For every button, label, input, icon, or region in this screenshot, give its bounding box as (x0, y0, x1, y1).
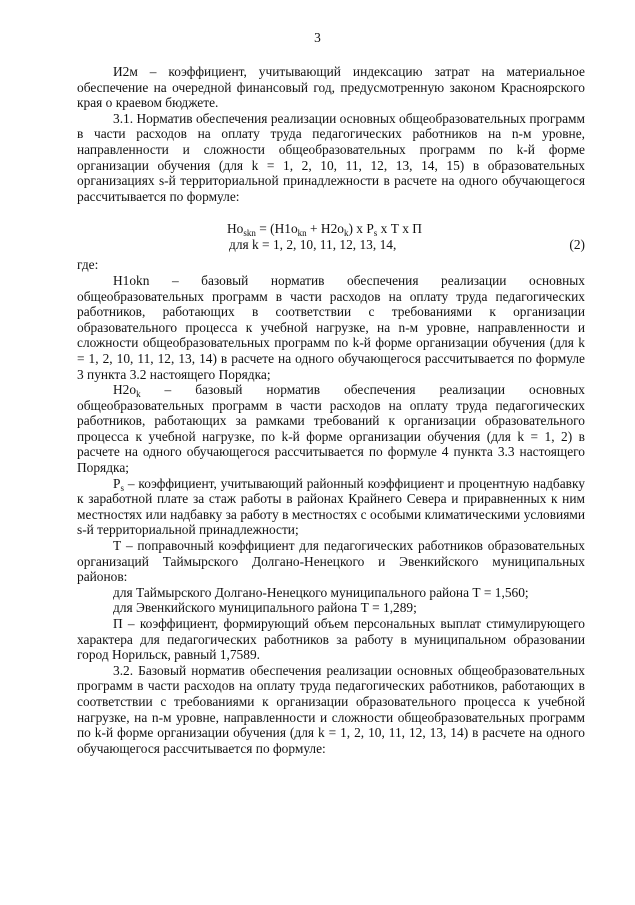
formula-number: (2) (569, 237, 585, 253)
paragraph-evenki: для Эвенкийского муниципального района Т = 1,289; (113, 600, 417, 616)
paragraph-h2ok (77, 382, 585, 476)
ps-definition: – коэффициент, учитывающий районный коэффициент и процентную надбавку к заработной плате за стаж работы в районах Крайнего Севера и приравненных к ним местностях или надбавку за работу в местностях с особыми климатическими условиями s-й территориальной принадлежности; (77, 475, 585, 538)
h2o-term: Н2о (113, 382, 137, 398)
paragraph-3-1: 3.1. Норматив обеспечения реализации основных общеобразовательных программ в части расходов на оплату труда педагогических работников на n-м уровне, направленности и сложности общеобразовательных программ по k-й форме организации обучения (для k = 1, 2, 10, 11, 12, 13, 14, 15) в образовательных организациях s-й территориальной принадлежности в расчете на одного обучающегося рассчитывается по формуле: (77, 110, 585, 204)
paragraph-3-2: 3.2. Базовый норматив обеспечения реализации основных общеобразовательных программ в части расходов на оплату труда педагогических работников, работающих в соответствии с требованиями к организации образовательного процесса к учебной нагрузке, на n-м уровне, направленности и сложности общеобразовательных программ по k-й форме организации обучения (для k = 1, 2, 10, 11, 12, 13, 14) в расчете на одного обучающегося рассчитывается по формуле: (77, 662, 585, 756)
formula-eq-open: = (Н1о (255, 221, 298, 237)
paragraph-p: П – коэффициент, формирующий объем персональных выплат стимулирующего характера для педагогических работников за работу в муниципальном образовании город Норильск, равный 1,7589. (77, 616, 585, 663)
formula-mult: ) х Р (348, 221, 374, 237)
paragraph-t: Т – поправочный коэффициент для педагогических работников образовательных организаций Таймырского Долгано-Ненецкого и Эвенкийского муниципальных районов: (77, 538, 585, 585)
formula-line-1 (227, 221, 422, 237)
document-body (77, 64, 585, 756)
formula-h1-sub: kn (297, 228, 307, 239)
formula-lhs: Но (227, 221, 244, 237)
h2ok-definition: – базовый норматив обеспечения реализации основных общеобразовательных программ в части расходов на оплату труда педагогических работников, работающих за рамками требований к организации образовательного процесса к учебной нагрузке, по k-й форме организации обучения (для k = 1, 2) в расчете на одного обучающегося рассчитывается по формуле 4 пункта 3.3 настоящего Порядка; (77, 382, 585, 476)
page-number: 3 (314, 30, 321, 45)
formula-rest: х Т х П (377, 221, 422, 237)
formula-h2-sub: k (343, 228, 349, 239)
paragraph-i2m: И2м – коэффициент, учитывающий индексацию затрат на материальное обеспечение на очередной финансовый год, предусмотренную законом Красноярского края о краевом бюджете. (77, 64, 585, 111)
ps-term: Р (113, 475, 121, 491)
where-label: где: (77, 257, 99, 273)
formula-2 (77, 221, 585, 253)
formula-plus: + Н2о (306, 221, 344, 237)
formula-lhs-sub: skn (243, 228, 256, 239)
ps-sub: s (120, 482, 124, 493)
paragraph-taimyr: для Таймырского Долгано-Ненецкого муниципального района Т = 1,560; (113, 584, 529, 600)
paragraph-h1okn: Н1оkn – базовый норматив обеспечения реализации основных общеобразовательных программ в части расходов на оплату труда педагогических работников, работающих в соответствии с требованиями к организации образовательного процесса к учебной нагрузке, на n-м уровне, направленности и сложности общеобразовательных программ по k-й форме организации обучения (для k = 1, 2, 10, 11, 12, 13, 14) в расчете на одного обучающегося рассчитывается по формуле 3 пункта 3.2 настоящего Порядка; (77, 272, 585, 382)
formula-ps-sub: s (373, 228, 378, 239)
formula-line-2: для k = 1, 2, 10, 11, 12, 13, 14, (229, 237, 397, 253)
paragraph-ps (77, 476, 585, 538)
h2o-sub: k (136, 389, 141, 400)
